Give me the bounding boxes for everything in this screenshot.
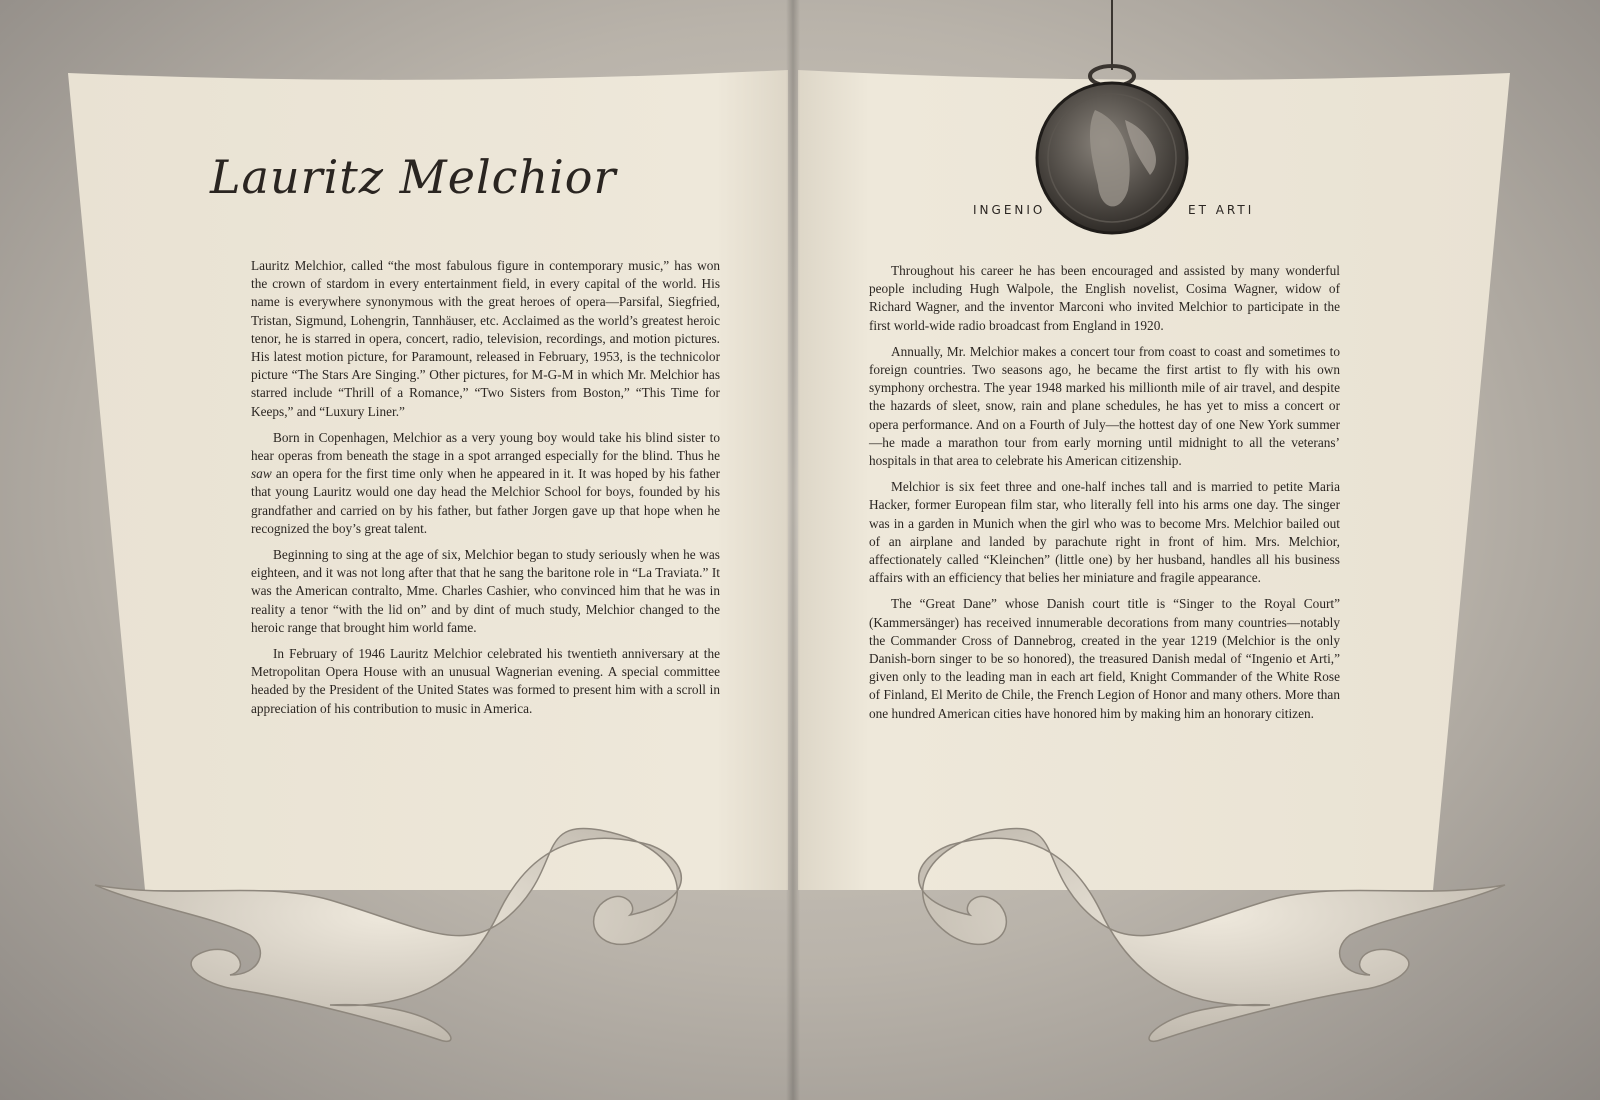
left-paragraph-2 [251,429,720,538]
left-paragraph-2-part-2: an opera for the first time only when he appeared in it. It was hoped by his father that young Lauritz would one day head the Melchior School for boys, founded by his grandfather and carried on by his father, but father Jorgen gave up that hope when he recognized the boy’s great talent. [251,466,720,536]
medal-label-left: INGENIO [973,203,1046,217]
left-paragraph-4: In February of 1946 Lauritz Melchior celebrated his twentieth anniversary at the Metropolitan Opera House with an unusual Wagnerian evening. A special committee headed by the President of the United States was formed to present him with a scroll in appreciation of his contribution to music in America. [251,646,720,716]
right-paragraph-3: Melchior is six feet three and one-half inches tall and is married to petite Maria Hacker, former European film star, who literally fell into his arms one day. The singer was in a garden in Munich when the girl who was to become Mrs. Melchior bailed out of an airplane and landed by parachute right in front of him. Mrs. Melchior, affectionately called “Kleinchen” (little one) by her husband, handles all his business affairs with an efficiency that belies her miniature and fragile appearance. [869,479,1340,586]
left-paragraph-3: Beginning to sing at the age of six, Melchior began to study seriously when he was eighteen, and it was not long after that that he sang the baritone role in “La Traviata.” It was the American contralto, Mme. Charles Cashier, who convinced him that he was in reality a tenor “with the lid on” and by dint of much study, Melchior changed to the heroic range that brought him world fame. [251,547,720,635]
right-paragraph-2: Annually, Mr. Melchior makes a concert tour from coast to coast and sometimes to foreign countries. Two seasons ago, he became the first artist to fly with his own symphony orchestra. The year 1948 marked his millionth mile of air travel, and despite the hazards of sleet, snow, rain and plane schedules, he has yet to miss a concert or opera performance. And on a Fourth of July—the hottest day of one New York summer—he made a marathon tour from early morning until midnight to all the veterans’ hospitals in that area to celebrate his American citizenship. [869,343,1340,469]
right-paragraph-1: Throughout his career he has been encouraged and assisted by many wonderful people including Hugh Walpole, the English novelist, Cosima Wagner, widow of Richard Wagner, and the inventor Marconi who invited Melchior to participate in the first world-wide radio broadcast from England in 1920. [869,263,1340,333]
left-paragraph-2-part-1: Born in Copenhagen, Melchior as a very young boy would take his blind sister to hear operas from beneath the stage in a spot arranged especially for the blind. Thus he [251,429,720,464]
page-title: Lauritz Melchior [210,150,617,204]
right-column [869,262,1340,731]
right-paragraph-4: The “Great Dane” whose Danish court title is “Singer to the Royal Court” (Kammersänger) has received innumerable decorations from many countries—notably the Commander Cross of Dannebrog, created in the year 1219 (Melchior is the only Danish-born singer to be so honored), the treasured Danish medal of “Ingenio et Arti,” given only to the leading man in each art field, Knight Commander of the White Rose of Finland, El Merito de Chile, the French Legion of Honor and many others. More than one hundred American cities have honored him by making him an honorary citizen. [869,596,1340,721]
medal-label-right: ET ARTI [1188,203,1255,217]
left-paragraph-1: Lauritz Melchior, called “the most fabulous figure in contemporary music,” has won the crown of stardom in every entertainment field, in every capital of the world. His name is everywhere synonymous with the great heroes of opera—Parsifal, Siegfried, Tristan, Sigmund, Lohengrin, Tannhäuser, etc. Acclaimed as the world’s greatest heroic tenor, he is starred in opera, concert, radio, television, recordings, and motion pictures. His latest motion picture, for Paramount, released in February, 1953, is the technicolor picture “The Stars Are Singing.” Other pictures, for M-G-M in which Mr. Melchior has starred include “Thrill of a Romance,” “Two Sisters from Boston,” “This Time for Keeps,” and “Luxury Liner.” [251,258,720,419]
left-paragraph-2-emphasis: saw [251,466,272,482]
left-column [251,257,720,726]
page-gutter [786,0,800,1100]
